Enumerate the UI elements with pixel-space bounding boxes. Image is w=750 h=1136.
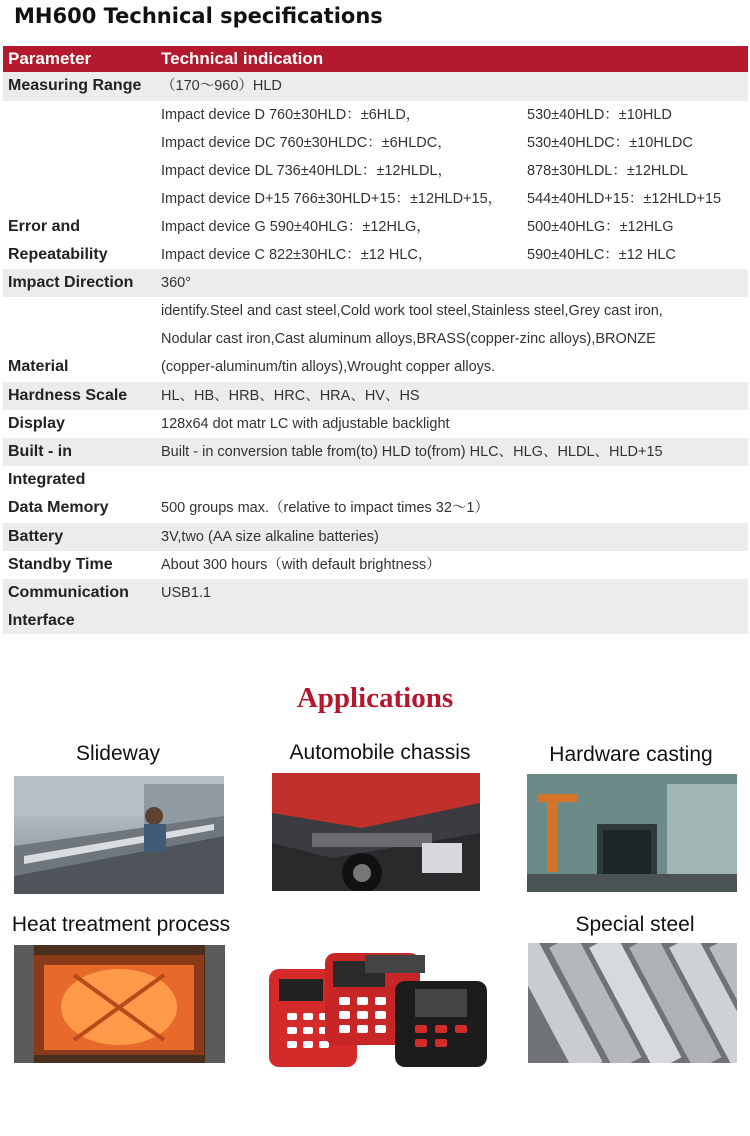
hardness-tester-product-photo xyxy=(265,953,490,1071)
caption-heat-treatment: Heat treatment process xyxy=(11,913,231,936)
error-line-right: 500±40HLG：±12HLG xyxy=(527,219,674,235)
material-line: Nodular cast iron,Cast aluminum alloys,BRASS(copper-zinc alloys),BRONZE xyxy=(161,331,656,347)
row-measuring-range xyxy=(3,72,748,101)
automobile-chassis-photo xyxy=(272,773,480,891)
label-standby: Standby Time xyxy=(8,556,113,573)
value-display: 128x64 dot matr LC with adjustable backlight xyxy=(161,416,450,432)
material-line: (copper-aluminum/tin alloys),Wrought copper alloys. xyxy=(161,359,496,375)
row-impact-direction xyxy=(3,269,748,297)
caption-slideway: Slideway xyxy=(75,742,161,765)
error-line-left: Impact device DC 760±30HLDC：±6HLDC， xyxy=(161,135,452,151)
header-parameter: Parameter xyxy=(8,49,92,68)
applications-title: Applications xyxy=(296,682,454,714)
label-hardness-scale: Hardness Scale xyxy=(8,387,128,404)
row-material xyxy=(3,297,748,382)
hardware-casting-photo xyxy=(527,774,737,892)
caption-automobile: Automobile chassis xyxy=(289,741,471,764)
label-builtin: Built - in xyxy=(8,443,72,460)
label-communication: Communication xyxy=(8,584,129,601)
label-integrated: Integrated xyxy=(8,471,86,488)
value-hardness-scale: HL、HB、HRB、HRC、HRA、HV、HS xyxy=(161,388,420,404)
material-line: identify.Steel and cast steel,Cold work tool steel,Stainless steel,Grey cast iron, xyxy=(161,303,663,319)
label-interface: Interface xyxy=(8,612,75,629)
caption-special-steel: Special steel xyxy=(575,913,695,936)
row-standby xyxy=(3,551,748,579)
row-battery xyxy=(3,523,748,551)
label-error-1: Error and xyxy=(8,218,81,235)
row-display xyxy=(3,410,748,438)
label-display: Display xyxy=(8,415,65,432)
value-standby: About 300 hours（with default brightness） xyxy=(161,557,441,573)
row-error-repeatability xyxy=(3,101,748,269)
label-material: Material xyxy=(8,358,69,375)
table-header xyxy=(3,46,748,72)
slideway-photo xyxy=(14,776,224,894)
error-line-left: Impact device D+15 766±30HLD+15：±12HLD+15， xyxy=(161,191,503,207)
spec-table xyxy=(3,46,748,634)
value-measuring-range: （170～960）HLD xyxy=(161,78,282,94)
label-error-2: Repeatability xyxy=(8,246,108,263)
page-title: MH600 Technical specifications xyxy=(14,4,383,28)
value-data-memory: 500 groups max.（relative to impact times 32～1） xyxy=(161,500,489,516)
header-indication: Technical indication xyxy=(161,49,324,68)
error-line-right: 878±30HLDL：±12HLDL xyxy=(527,163,689,179)
row-communication xyxy=(3,579,748,634)
error-line-left: Impact device C 822±30HLC：±12 HLC， xyxy=(161,247,433,263)
caption-hardware: Hardware casting xyxy=(549,743,713,766)
error-line-left: Impact device D 760±30HLD：±6HLD， xyxy=(161,107,421,123)
special-steel-photo xyxy=(528,943,737,1063)
error-line-left: Impact device DL 736±40HLDL：±12HLDL， xyxy=(161,163,453,179)
value-battery: 3V,two (AA size alkaline batteries) xyxy=(161,529,379,545)
error-line-right: 544±40HLD+15：±12HLD+15 xyxy=(527,191,722,207)
heat-treatment-photo xyxy=(14,945,225,1063)
label-impact-direction: Impact Direction xyxy=(8,274,134,291)
label-data-memory: Data Memory xyxy=(8,499,109,516)
error-line-right: 530±40HLDC：±10HLDC xyxy=(527,135,693,151)
error-line-right: 530±40HLD：±10HLD xyxy=(527,107,672,123)
error-line-right: 590±40HLC：±12 HLC xyxy=(527,247,676,263)
value-impact-direction: 360° xyxy=(161,275,191,291)
error-line-left: Impact device G 590±40HLG：±12HLG， xyxy=(161,219,431,235)
row-hardness-scale xyxy=(3,382,748,410)
row-data-memory xyxy=(3,466,748,523)
label-battery: Battery xyxy=(8,528,64,545)
value-communication: USB1.1 xyxy=(161,585,211,601)
value-builtin: Built - in conversion table from(to) HLD to(from) HLC、HLG、HLDL、HLD+15 xyxy=(161,444,663,460)
row-builtin xyxy=(3,438,748,466)
label-measuring-range: Measuring Range xyxy=(8,77,142,94)
